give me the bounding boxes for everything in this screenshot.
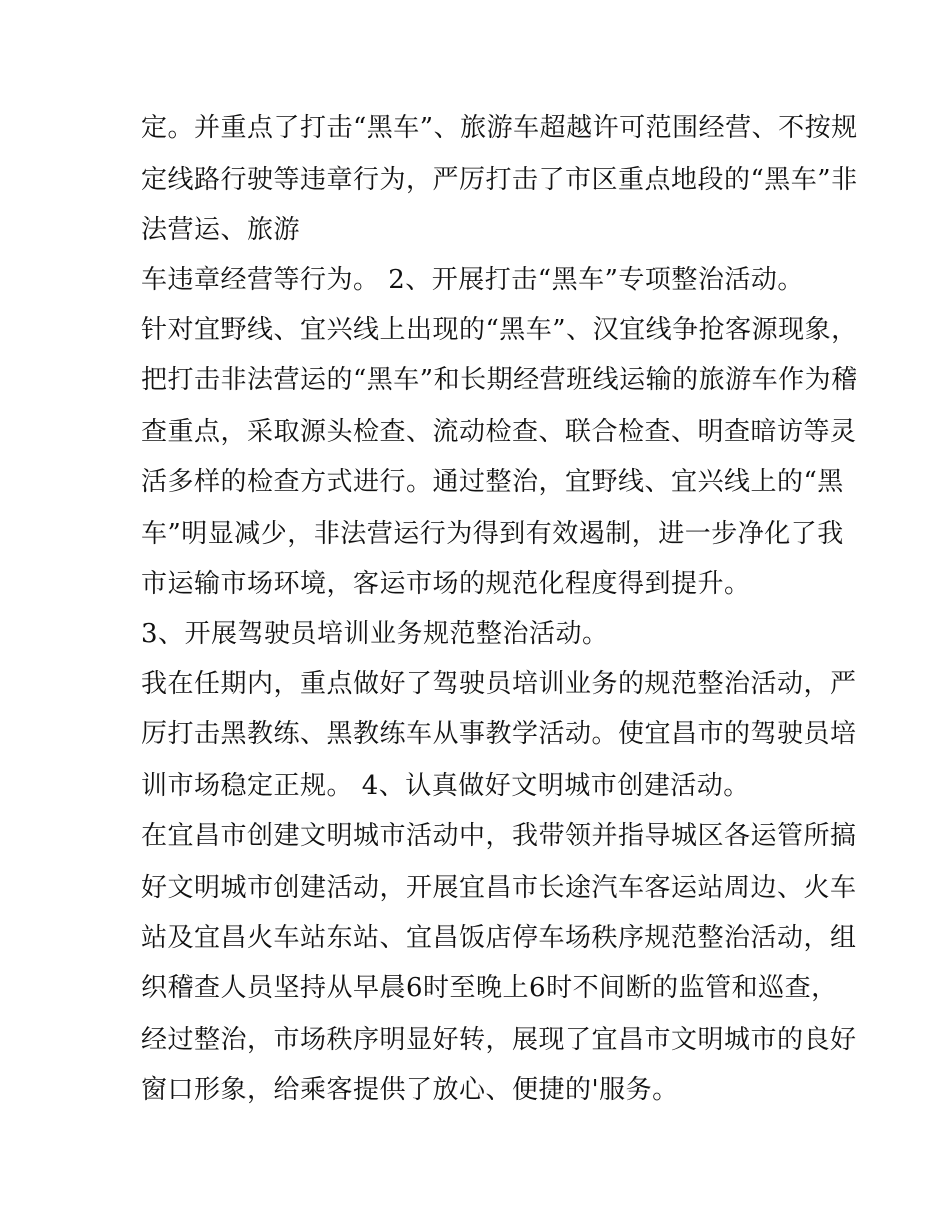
text-line: 查重点，采取源头检查、流动检查、联合检查、明查暗访等灵 — [141, 417, 857, 447]
text-line: 3、开展驾驶员培训业务规范整治活动。 — [141, 619, 609, 649]
text-line: 经过整治，市场秩序明显好转，展现了宜昌市文明城市的良好 — [141, 1025, 857, 1055]
text-line: 把打击非法营运的“黑车”和长期经营班线运输的旅游车作为稽 — [141, 365, 858, 395]
text-line: 窗口形象，给乘客提供了放心、便捷的'服务。 — [141, 1075, 679, 1105]
text-line: 活多样的检查方式进行。通过整治，宜野线、宜兴线上的“黑 — [141, 467, 844, 497]
text-line: 厉打击黑教练、黑教练车从事教学活动。使宜昌市的驾驶员培 — [141, 719, 857, 749]
text-line: 织稽查人员坚持从早晨6时至晚上6时不间断的监管和巡查， — [141, 973, 838, 1003]
text-line: 法营运、旅游 — [141, 215, 301, 245]
text-line: 市运输市场环境，客运市场的规范化程度得到提升。 — [141, 569, 751, 599]
text-line: 好文明城市创建活动，开展宜昌市长途汽车客运站周边、火车 — [141, 873, 857, 903]
text-line: 针对宜野线、宜兴线上出现的“黑车”、汉宜线争抢客源现象， — [141, 315, 858, 345]
text-line: 车违章经营等行为。 2、开展打击“黑车”专项整治活动。 — [141, 265, 804, 295]
text-line: 车”明显减少，非法营运行为得到有效遏制，进一步净化了我 — [141, 519, 844, 549]
text-line: 我在任期内，重点做好了驾驶员培训业务的规范整治活动，严 — [141, 669, 857, 699]
text-line: 训市场稳定正规。 4、认真做好文明城市创建活动。 — [141, 771, 750, 801]
text-line: 定线路行驶等违章行为，严厉打击了市区重点地段的“黑车”非 — [141, 165, 858, 195]
text-line: 定。并重点了打击“黑车”、旅游车超越许可范围经营、不按规 — [141, 113, 858, 143]
text-line: 在宜昌市创建文明城市活动中，我带领并指导城区各运管所搞 — [141, 821, 857, 851]
text-line: 站及宜昌火车站东站、宜昌饭店停车场秩序规范整治活动，组 — [141, 923, 857, 953]
